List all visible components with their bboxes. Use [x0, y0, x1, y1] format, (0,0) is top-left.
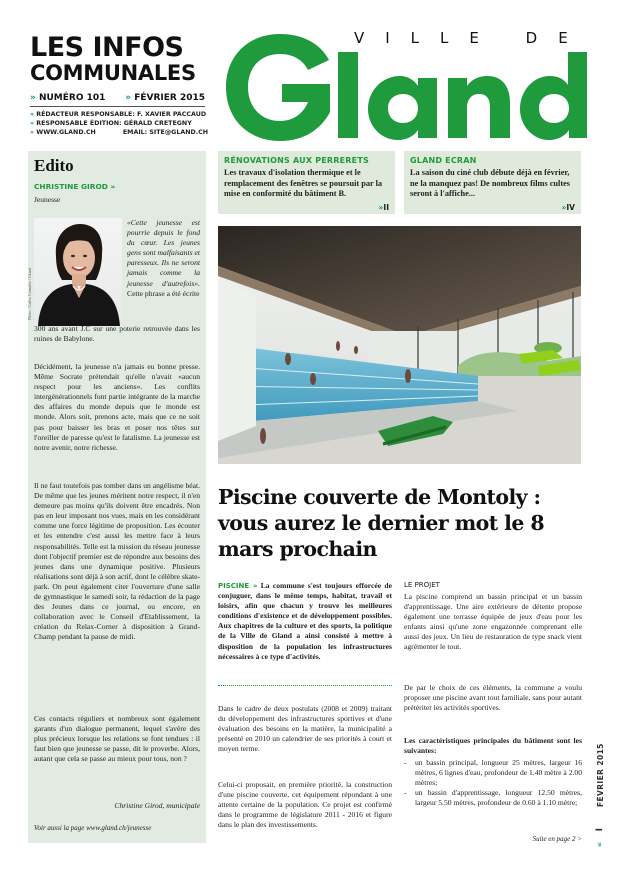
- infobox-renovations[interactable]: [218, 151, 395, 214]
- newsletter-title: [30, 34, 210, 84]
- infobox-gland-ecran[interactable]: [404, 151, 581, 214]
- article-paragraph: Celui-ci proposait, en première priorité, la construction d'une piscine couverte, cet équipement répondant à une attente certaine de la population. Ce projet est confirmé dans le programme de législature 2011 - 2016 et figure dans le plan des investissements.: [218, 780, 392, 830]
- continued-link[interactable]: Suite en page 2 >: [532, 835, 582, 843]
- list-item: - un bassin d'apprentissage, longueur 12.50 mètres, largeur 5.50 mètres, profondeur de 0.60 à 1.10 mètre;: [404, 788, 582, 808]
- masthead-divider: [30, 106, 205, 107]
- lead-divider: [218, 685, 392, 686]
- author-portrait: [34, 218, 122, 326]
- infobox-text: Les travaux d'isolation thermique et le remplacement des fenêtres se poursuit par la mise en conformité du bâtiment B.: [224, 168, 383, 198]
- edito-paragraph-3: Il ne faut toutefois pas tomber dans un angélisme béat. De même que les jeunes méritent notre respect, il n'en demeure pas moins qu'ils doivent être encadrés. Non pas en leur imposant nos vues, mais en les considérant comme une force légitime de proposition. Les écouter et les entendre c'est aussi les mettre face à leurs responsabilités. Telle est la mission du réseau jeunesse dont l'objectif premier est de répondre aux besoins des jeunes dans une dynamique positive. Plusieurs réalisations sont déjà à son actif, dont le célèbre skate-park. On peut également citer l'ouverture d'une salle de gymnastique le samedi soir, la rédaction de la page des Jeunes dans ce journal, ou encore, en collaboration avec le Conseil d'Etablissement, la création du Relax-Corner à disposition à Grand-Champ pendant la pause de midi.: [34, 481, 200, 642]
- gland-logo: [222, 30, 587, 145]
- article-paragraph: Dans le cadre de deux postulats (2008 et 2009) traitant du développement des infrastructures sportives et d'une évaluation des besoins en la matière, la municipalité a présenté en 2010 un calendrier de ses priorités à court et moyen terme.: [218, 704, 392, 754]
- brand-prefix: VILLE DE: [354, 29, 589, 47]
- infobox-heading: GLAND ECRAN: [410, 156, 477, 165]
- title-line-1: LES INFOS: [30, 32, 184, 63]
- edito-title: Edito: [34, 156, 74, 175]
- feature-list: [404, 758, 582, 808]
- issue-date: FÉVRIER 2015: [134, 93, 205, 103]
- edito-paragraph-1-continued: 300 ans avant J.C sur une poterie retrouvée dans les ruines de Babylone.: [34, 324, 200, 344]
- edito-paragraph-1: «Cette jeunesse est pourrie depuis le fond du cœur. Les jeunes gens sont malfaisants et paresseux. Ils ne seront jamais comme la jeunesse d'autrefois». Cette phrase a été écrite: [127, 218, 200, 298]
- issue-arrow: »: [30, 93, 36, 103]
- issue-number: NUMÉRO 101: [38, 93, 106, 103]
- edito-paragraph-4: Ces contacts réguliers et nombreux sont également garants d'un dialogue permanent, lequel s'avère des plus précieux lorsque les relations se font tendues : il faut bien que jeunesse se passe, dit le proverbe. Alors, autant que cela se passe au mieux pour tous, non ?: [34, 714, 200, 764]
- article-lead: PISCINE » La commune s'est toujours efforcée de conjuguer, dans le même temps, habitat, travail et loisirs, afin que chacun y trouve les meilleures conditions d'existence et de développement possibles. Aux chapitres de la culture et des sports, la politique de la Ville de Gland a ainsi consisté à mettre à disposition de la population les infrastructures nécessaires à ce type d'activités.: [218, 581, 392, 661]
- folio-arrow-icon: «: [595, 842, 604, 848]
- edito-see-also-link[interactable]: Voir aussi la page www.gland.ch/jeunesse: [34, 824, 152, 832]
- editor-line: » RÉDACTEUR RESPONSABLE: F. XAVIER PACCAUD: [30, 111, 207, 118]
- list-item: - un bassin principal, longueur 25 mètres, largeur 16 mètres, 6 lignes d'eau, profondeur de 1.40 mètre à 2.00 mètres;: [404, 758, 582, 788]
- website-link[interactable]: WWW.GLAND.CH: [36, 129, 96, 136]
- issue-info: [30, 93, 205, 103]
- list-heading: Les caractéristiques principales du bâtiment sont les suivantes:: [404, 736, 582, 756]
- email-link[interactable]: EMAIL: SITE@GLAND.CH: [122, 129, 208, 136]
- infobox-text: La saison du ciné club débute déjà en février, ne la manquez pas! De nombreux films cultes seront à l'affiche...: [410, 168, 571, 198]
- edito-signature: Christine Girod, municipale: [114, 801, 200, 810]
- edito-paragraph-2: Décidément, la jeunesse n'a jamais eu bonne presse. Même Socrate prétendait qu'elle n'avait «aucun respect pour les anciens». Les conflits intergénérationnels font partie intégrante de la marche des affaires du monde depuis que le monde est monde. Alors soit, prenons acte, mais que ce ne soit pas pour baisser les bras et poser nos têtes sur l'oreiller de paresse qu'est le fatalisme. La jeunesse est notre avenir, notre richesse.: [34, 362, 200, 452]
- photo-credit: Photo : Carlos Gonzalez / Gland: [27, 268, 32, 320]
- edito-role: Jeunesse: [34, 195, 61, 204]
- article-headline: Piscine couverte de Montoly : vous aurez le dernier mot le 8 mars prochain: [218, 485, 544, 561]
- contact-line: » WWW.GLAND.CH EMAIL: SITE@GLAND.CH: [30, 129, 208, 136]
- edition-line: » RESPONSABLE ÉDITION: GÉRALD CRETEGNY: [30, 120, 192, 127]
- infobox-page-ref[interactable]: »IV: [561, 203, 575, 212]
- section-heading: LE PROJET: [404, 581, 440, 589]
- lead-keyword: PISCINE »: [218, 582, 258, 590]
- article-paragraph: De par le choix de ces éléments, la commune a voulu proposer une piscine avant tout familiale, sans pour autant prétériter les activités sportives.: [404, 683, 582, 713]
- folio-date: FÉVRIER 2015: [596, 743, 605, 807]
- infobox-page-ref[interactable]: »II: [378, 203, 389, 212]
- pool-rendering-image: [218, 226, 581, 464]
- edito-author: CHRISTINE GIROD »: [34, 182, 116, 191]
- infobox-heading: RÉNOVATIONS AUX PERRERETS: [224, 156, 369, 165]
- article-paragraph: La piscine comprend un bassin principal et un bassin d'apprentissage. Une aire extérieure de détente propose également une terrasse équipée de jeux d'eau pour les enfants ainsi qu'une zone engazonnée comprenant elle aussi des jeux. Un lieu de restauration de type snack vient agrémenter le tout.: [404, 592, 582, 652]
- title-line-2: COMMUNALES: [30, 61, 196, 85]
- page-number: I: [595, 828, 605, 832]
- date-arrow: »: [125, 93, 132, 103]
